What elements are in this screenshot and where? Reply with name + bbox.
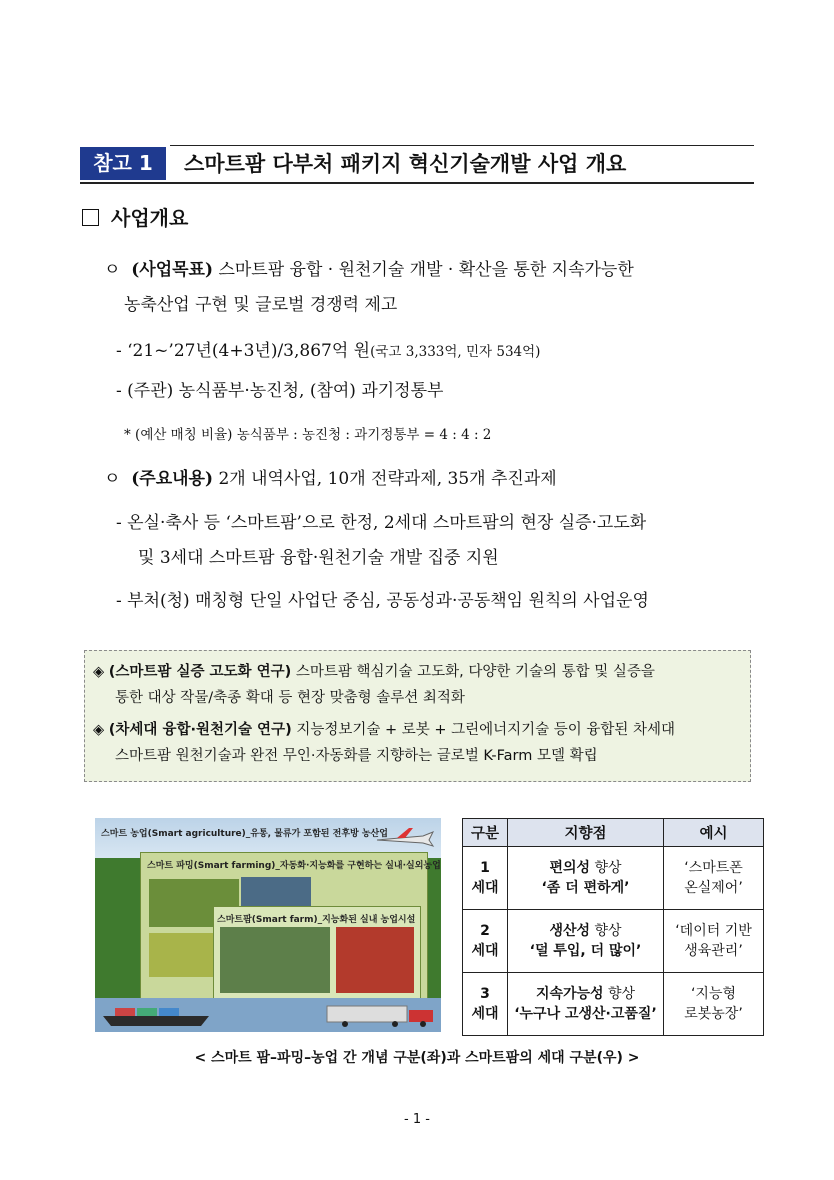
summary-item-2-label: (차세대 융합·원천기술 연구) xyxy=(108,722,292,738)
table-header-row xyxy=(463,819,764,847)
section-heading-text: 사업개요 xyxy=(111,206,189,230)
summary-item-1-text-1: 스마트팜 핵심기술 고도화, 다양한 기술의 통합 및 실증을 xyxy=(295,664,655,680)
figure-caption: < 스마트 팜–파밍–농업 간 개념 구분(좌)과 스마트팜의 세대 구분(우) > xyxy=(194,1050,640,1066)
title-top-rule xyxy=(170,145,754,146)
summary-item-2-text-2: 스마트팜 원천기술과 완전 무인·자동화를 지향하는 글로벌 K-Farm 모델 확립 xyxy=(115,748,598,764)
cargo-ship-icon xyxy=(101,1002,211,1028)
title-bottom-rule xyxy=(80,182,754,184)
budget-main: - ‘21~’27년(4+3년)/3,867억 원 xyxy=(116,341,371,361)
aim-cell: 편의성 향상 ‘좀 더 편하게’ xyxy=(508,847,664,910)
aim-cell: 생산성 향상 ‘덜 투입, 더 많이’ xyxy=(508,910,664,973)
generation-cell: 2 세대 xyxy=(463,910,508,973)
content-sub-1b: 및 3세대 스마트팜 융합·원천기술 개발 집중 지원 xyxy=(138,548,499,568)
goal-text-1: 스마트팜 융합 · 원천기술 개발 · 확산을 통한 지속가능한 xyxy=(218,260,634,280)
generation-table xyxy=(462,818,764,1036)
budget-line xyxy=(116,339,540,364)
goal-bullet: ㅇ xyxy=(104,260,121,280)
table-row xyxy=(463,973,764,1036)
reference-badge: 참고 1 xyxy=(80,147,166,180)
checkbox-square-icon xyxy=(82,209,99,226)
goal-line-1 xyxy=(104,258,634,282)
example-cell: ‘지능형 로봇농장’ xyxy=(664,973,764,1036)
goal-text-2: 농축산업 구현 및 글로벌 경쟁력 제고 xyxy=(124,295,398,315)
header-example: 예시 xyxy=(664,819,764,847)
diamond-marker-icon: ◈ xyxy=(93,664,105,680)
robot-photo xyxy=(336,927,414,993)
drone-photo xyxy=(149,933,213,977)
content-label: (주요내용) xyxy=(131,469,214,489)
truck-icon xyxy=(325,1002,437,1028)
ratio-text: (예산 매칭 비율) 농식품부 : 농진청 : 과기정통부 = 4 : 4 : 2 xyxy=(135,427,492,443)
section-heading xyxy=(82,202,188,231)
summary-item-2-text-1: 지능정보기술 + 로봇 + 그린에너지기술 등이 융합된 차세대 xyxy=(296,722,676,738)
aim-cell: 지속가능성 향상 ‘누구나 고생산·고품질’ xyxy=(508,973,664,1036)
content-line-1 xyxy=(104,467,557,491)
page-title: 스마트팜 다부처 패키지 혁신기술개발 사업 개요 xyxy=(184,152,627,176)
image-label-farm: 스마트팜(Smart farm)_지능화된 실내 농업시설 xyxy=(217,915,416,925)
smart-farm-concept-image xyxy=(95,818,441,1032)
summary-item-1-text-2: 통한 대상 작물/축종 확대 등 현장 맞춤형 솔루션 최적화 xyxy=(115,690,465,706)
ratio-star: * xyxy=(124,427,131,443)
content-sub-1a: - 온실·축사 등 ‘스마트팜’으로 한정, 2세대 스마트팜의 현장 실증·고도화 xyxy=(116,513,647,533)
header-category: 구분 xyxy=(463,819,508,847)
image-label-agriculture: 스마트 농업(Smart agriculture)_유통, 물류가 포함된 전후방 농산업 xyxy=(101,829,388,839)
summary-item-2-line-1 xyxy=(93,719,675,741)
example-cell: ‘스마트폰 온실제어’ xyxy=(664,847,764,910)
summary-box xyxy=(84,650,751,782)
budget-detail: (국고 3,333억, 민자 534억) xyxy=(370,344,541,360)
table-row xyxy=(463,910,764,973)
title-bar xyxy=(80,145,754,183)
greenhouse-photo xyxy=(220,927,330,993)
ratio-line xyxy=(124,423,491,447)
generation-cell: 3 세대 xyxy=(463,973,508,1036)
org-line: - (주관) 농식품부·농진청, (참여) 과기정통부 xyxy=(116,381,444,401)
diamond-marker-icon: ◈ xyxy=(93,722,105,738)
example-cell: ‘데이터 기반 생육관리’ xyxy=(664,910,764,973)
content-text-1: 2개 내역사업, 10개 전략과제, 35개 추진과제 xyxy=(218,469,557,489)
image-label-farming: 스마트 파밍(Smart farming)_자동화·지능화를 구현하는 실내·실외농업 xyxy=(147,861,441,871)
generation-cell: 1 세대 xyxy=(463,847,508,910)
content-sub-2: - 부처(청) 매칭형 단일 사업단 중심, 공동성과·공동책임 원칙의 사업운영 xyxy=(116,591,649,611)
page-number: - 1 - xyxy=(404,1112,430,1127)
summary-item-1-label: (스마트팜 실증 고도화 연구) xyxy=(108,664,292,680)
goal-label: (사업목표) xyxy=(131,260,214,280)
table-row xyxy=(463,847,764,910)
summary-item-1-line-1 xyxy=(93,661,655,683)
header-aim: 지향점 xyxy=(508,819,664,847)
content-bullet: ㅇ xyxy=(104,469,121,489)
